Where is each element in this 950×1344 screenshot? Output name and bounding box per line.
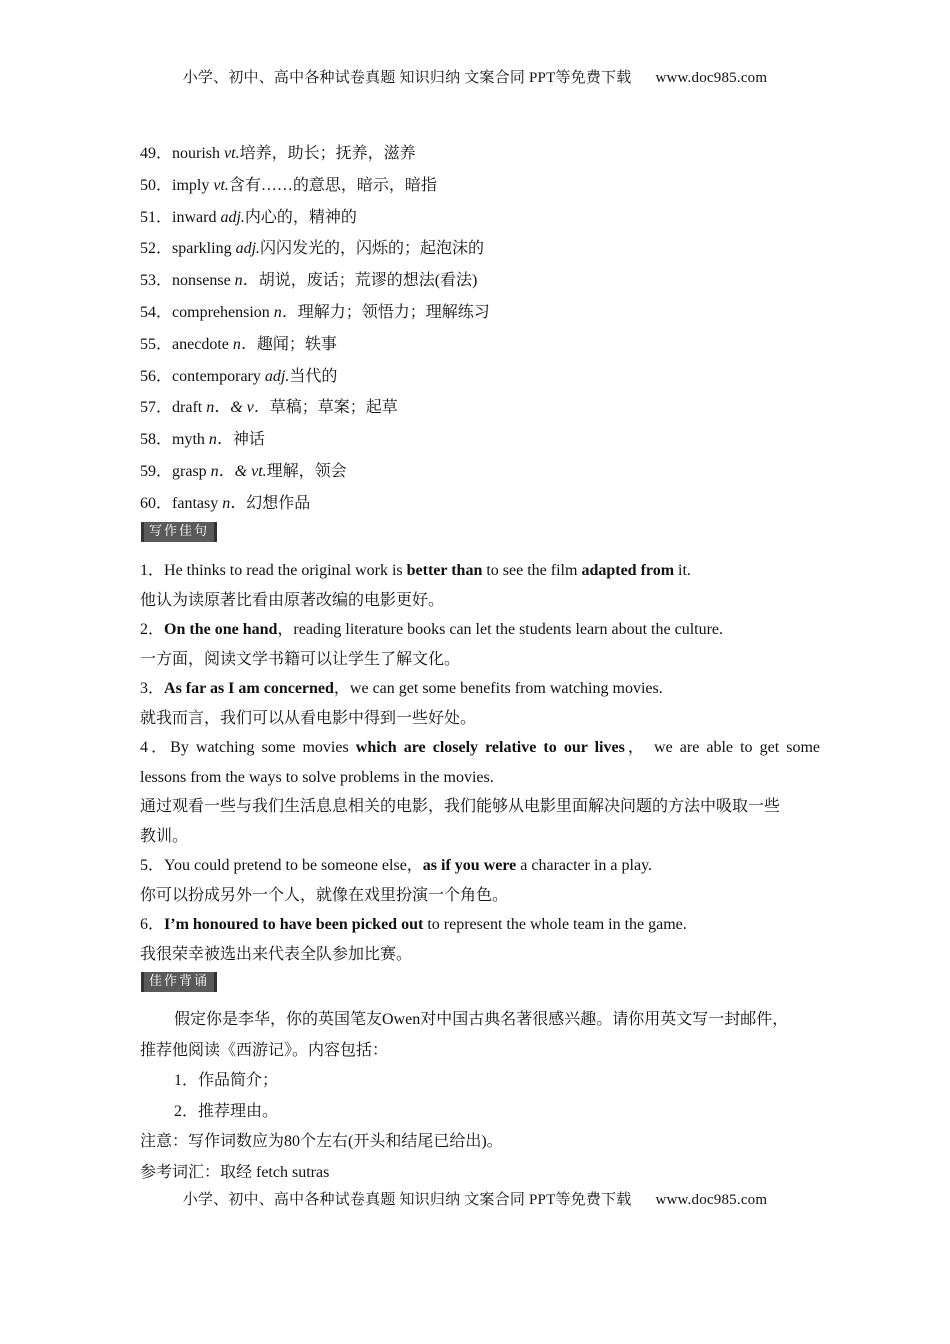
sentence-zh: 就我而言，我们可以从看电影中得到一些好处。 bbox=[140, 709, 477, 727]
vocab-item: 55．anecdote n．趣闻；轶事 bbox=[140, 335, 337, 353]
sentence-en-continued: lessons from the ways to solve problems in the movies. bbox=[140, 768, 494, 786]
vocab-item: 56．contemporary adj.当代的 bbox=[140, 367, 338, 385]
sentence-zh: 一方面，阅读文学书籍可以让学生了解文化。 bbox=[140, 650, 461, 668]
sentence-zh: 你可以扮成另外一个人，就像在戏里扮演一个角色。 bbox=[140, 886, 509, 904]
page-header bbox=[0, 66, 950, 87]
example-sentences bbox=[140, 556, 820, 969]
sentence-en: 3．As far as I am concerned，we can get some benefits from watching movies. bbox=[140, 680, 663, 697]
vocab-item: 50．imply vt.含有……的意思，暗示，暗指 bbox=[140, 176, 437, 194]
header-site[interactable]: www.doc985.com bbox=[655, 70, 768, 86]
page-footer bbox=[0, 1188, 950, 1209]
section-label-model-essay: 佳作背诵 bbox=[141, 972, 217, 992]
vocab-item: 51．inward adj.内心的，精神的 bbox=[140, 208, 357, 226]
sentence-en: 1．He thinks to read the original work is better than to see the film adapted from it. bbox=[140, 562, 691, 579]
task-note: 注意：写作词数应为80个左右(开头和结尾已给出)。 bbox=[140, 1133, 503, 1150]
writing-task bbox=[140, 1005, 830, 1188]
vocab-item: 57．draft n．& v．草稿；草案；起草 bbox=[140, 399, 398, 417]
sentence-zh: 他认为读原著比看由原著改编的电影更好。 bbox=[140, 591, 445, 609]
header-text: 小学、初中、高中各种试卷真题 知识归纳 文案合同 PPT等免费下载 bbox=[182, 70, 632, 86]
sentence-en: 5．You could pretend to be someone else，as if you were a character in a play. bbox=[140, 857, 653, 874]
vocab-item: 59．grasp n．& vt.理解，领会 bbox=[140, 462, 347, 480]
sentence-en: 6．I’m honoured to have been picked out to represent the whole team in the game. bbox=[140, 916, 687, 933]
vocab-item: 52．sparkling adj.闪闪发光的，闪烁的；起泡沫的 bbox=[140, 240, 485, 258]
vocabulary-list bbox=[140, 141, 830, 523]
sentence-en: 2．On the one hand，reading literature books can let the students learn about the culture. bbox=[140, 621, 724, 638]
vocab-item: 54．comprehension n．理解力；领悟力；理解练习 bbox=[140, 303, 490, 321]
task-prompt-continued: 推荐他阅读《西游记》。内容包括： bbox=[140, 1041, 389, 1059]
footer-site[interactable]: www.doc985.com bbox=[655, 1192, 768, 1208]
reference-vocabulary: 参考词汇：取经 fetch sutras bbox=[140, 1163, 330, 1181]
sentence-en: 4．By watching some movies which are closely relative to our lives， we are able to get some bbox=[140, 739, 821, 756]
task-prompt: 假定你是李华，你的英国笔友Owen对中国古典名著很感兴趣。请你用英文写一封邮件， bbox=[174, 1011, 789, 1028]
sentence-zh: 通过观看一些与我们生活息息相关的电影，我们能够从电影里面解决问题的方法中吸取一些 bbox=[140, 798, 781, 815]
section-label-writing-sentences: 写作佳句 bbox=[141, 522, 217, 542]
sentence-zh: 我很荣幸被选出来代表全队参加比赛。 bbox=[140, 945, 413, 963]
task-item: 1．作品简介； bbox=[174, 1072, 279, 1089]
vocab-item: 53．nonsense n．胡说，废话；荒谬的想法(看法) bbox=[140, 272, 478, 290]
task-item: 2．推荐理由。 bbox=[174, 1102, 279, 1120]
footer-text: 小学、初中、高中各种试卷真题 知识归纳 文案合同 PPT等免费下载 bbox=[182, 1192, 632, 1208]
vocab-item: 60．fantasy n．幻想作品 bbox=[140, 494, 311, 512]
sentence-zh-continued: 教训。 bbox=[140, 827, 189, 845]
vocab-item: 58．myth n．神话 bbox=[140, 431, 265, 449]
vocab-item: 49．nourish vt.培养，助长；抚养，滋养 bbox=[140, 145, 416, 162]
